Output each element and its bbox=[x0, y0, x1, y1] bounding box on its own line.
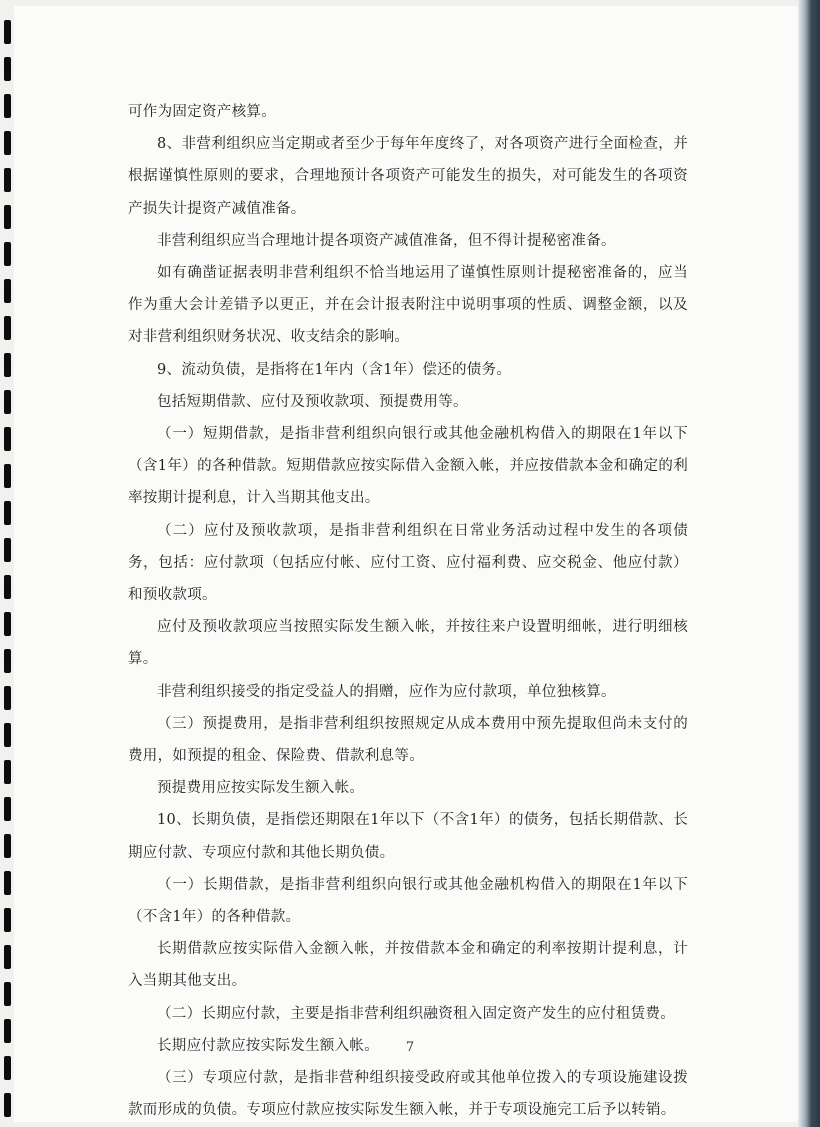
paragraph: 8、非营利组织应当定期或者至少于每年年度终了，对各项资产进行全面检查，并根据谨慎性原则的要求，合理地预计各项资产可能发生的损失，对可能发生的各项资产损失计提资产减值准备。 bbox=[128, 136, 688, 217]
binding-ring bbox=[4, 427, 11, 451]
paragraph: （二）长期应付款，主要是指非营利组织融资租入固定资产发生的应付租赁费。 bbox=[157, 1005, 675, 1022]
paragraph: 长期应付款应按实际发生额入帐。 bbox=[157, 1037, 379, 1054]
binding-ring bbox=[4, 316, 11, 340]
paragraph: 如有确凿证据表明非营利组织不恰当地运用了谨慎性原则计提秘密准备的，应当作为重大会计差错予以更正，并在会计报表附注中说明事项的性质、调整金额，以及对非营利组织财务状况、收支结余的影响。 bbox=[128, 265, 688, 346]
binding-ring bbox=[4, 205, 11, 229]
paragraph: （一）短期借款，是指非营利组织向银行或其他金融机构借入的期限在1年以下（含1年）的各种借款。短期借款应按实际借入金额入帐，并应按借款本金和确定的利率按期计提利息，计入当期其他支出。 bbox=[128, 426, 688, 507]
paragraph: 长期借款应按实际借入金额入帐，并按借款本金和确定的利率按期计提利息，计入当期其他支出。 bbox=[128, 941, 688, 990]
paragraph: （三）专项应付款，是指非营种组织接受政府或其他单位拨入的专项设施建设拨款而形成的负债。专项应付款应按实际发生额入帐，并于专项设施完工后予以转销。 bbox=[128, 1070, 688, 1119]
binding-ring bbox=[4, 390, 11, 414]
paragraph: 预提费用应按实际发生额入帐。 bbox=[157, 780, 365, 797]
binding-ring bbox=[4, 20, 11, 44]
binding-ring bbox=[4, 353, 11, 377]
binding-ring bbox=[4, 871, 11, 895]
paragraph: 应付及预收款项应当按照实际发生额入帐，并按往来户设置明细帐，进行明细核算。 bbox=[128, 619, 688, 668]
paragraph: 10、长期负债，是指偿还期限在1年以下（不含1年）的债务，包括长期借款、长期应付款、专项应付款和其他长期负债。 bbox=[128, 812, 688, 861]
binding-ring bbox=[4, 168, 11, 192]
binding-ring bbox=[4, 279, 11, 303]
binding-ring bbox=[4, 131, 11, 155]
binding-ring bbox=[4, 94, 11, 118]
paragraph: 9、流动负债，是指将在1年内（含1年）偿还的债务。 bbox=[157, 361, 512, 378]
page-number: 7 bbox=[405, 1040, 415, 1055]
binding-ring bbox=[4, 501, 11, 525]
binding-ring bbox=[4, 538, 11, 562]
document-body bbox=[128, 96, 688, 1127]
binding-rings bbox=[0, 0, 14, 1127]
binding-ring bbox=[4, 760, 11, 784]
binding-ring bbox=[4, 908, 11, 932]
paragraph: （二）应付及预收款项，是指非营利组织在日常业务活动过程中发生的各项债务，包括：应付款项（包括应付帐、应付工资、应付福利费、应交税金、他应付款）和预收款项。 bbox=[128, 522, 688, 604]
binding-ring bbox=[4, 1093, 11, 1117]
paragraph: （一）长期借款，是指非营利组织向银行或其他金融机构借入的期限在1年以下（不含1年）的各种借款。 bbox=[128, 876, 688, 926]
binding-ring bbox=[4, 1056, 11, 1080]
binding-ring bbox=[4, 575, 11, 599]
paragraph: 非营利组织应当合理地计提各项资产减值准备，但不得计提秘密准备。 bbox=[157, 232, 616, 249]
binding-ring bbox=[4, 797, 11, 821]
binding-ring bbox=[4, 723, 11, 747]
binder-edge bbox=[798, 0, 820, 1127]
paragraph: 非营利组织接受的指定受益人的捐赠，应作为应付款项，单位独核算。 bbox=[157, 683, 616, 700]
binding-ring bbox=[4, 686, 11, 710]
binding-ring bbox=[4, 612, 11, 636]
binding-ring bbox=[4, 57, 11, 81]
binding-ring bbox=[4, 242, 11, 266]
binding-ring bbox=[4, 649, 11, 673]
paragraph: （三）预提费用，是指非营利组织按照规定从成本费用中预先提取但尚未支付的费用，如预提的租金、保险费、借款利息等。 bbox=[128, 715, 688, 765]
binding-ring bbox=[4, 945, 11, 969]
binding-ring bbox=[4, 834, 11, 858]
binding-ring bbox=[4, 464, 11, 488]
binding-ring bbox=[4, 982, 11, 1006]
paragraph: 包括短期借款、应付及预收款项、预提费用等。 bbox=[157, 393, 468, 410]
paragraph: 可作为固定资产核算。 bbox=[128, 104, 276, 120]
